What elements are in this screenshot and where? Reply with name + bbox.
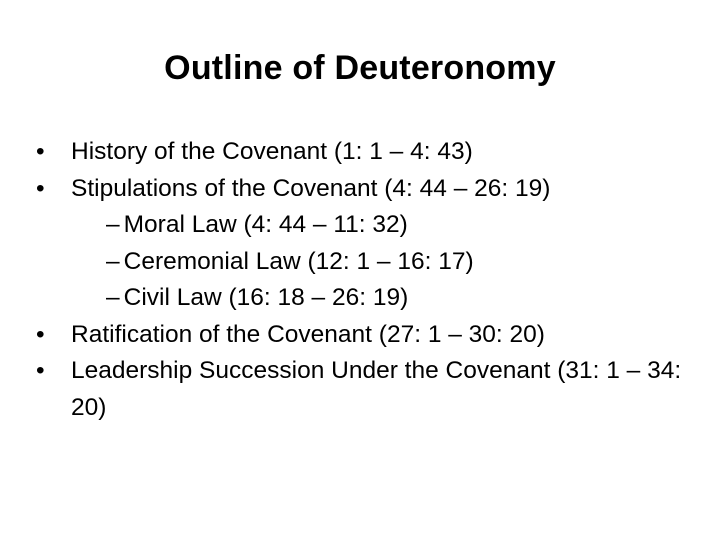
bullet-icon: • <box>36 357 45 384</box>
outline-item-stipulations <box>36 171 696 208</box>
outline-item-text: Leadership Succession Under the Covenant (31: 1 – 34: 20) <box>71 357 682 421</box>
outline-subitem-text: Civil Law (16: 18 – 26: 19) <box>123 284 409 311</box>
outline-item-ratification <box>36 317 696 354</box>
outline-item-text: Stipulations of the Covenant (4: 44 – 26: 19) <box>71 174 551 202</box>
dash-icon: – <box>106 284 120 311</box>
slide-title: Outline of Deuteronomy <box>164 49 556 87</box>
outline-list <box>36 134 696 426</box>
outline-subitem-text: Ceremonial Law (12: 1 – 16: 17) <box>123 247 474 275</box>
outline-subitem-text: Moral Law (4: 44 – 11: 32) <box>123 211 408 238</box>
dash-icon: – <box>106 247 120 275</box>
bullet-icon: • <box>36 138 45 165</box>
outline-subitem-moral-law <box>36 207 696 244</box>
outline-item-history <box>36 134 696 171</box>
outline-item-leadership <box>36 353 696 426</box>
bullet-icon: • <box>36 320 45 348</box>
outline-item-text: Ratification of the Covenant (27: 1 – 30: 20) <box>71 320 545 348</box>
outline-subitem-civil-law <box>36 280 696 317</box>
outline-subitem-ceremonial-law <box>36 244 696 281</box>
dash-icon: – <box>106 211 120 238</box>
bullet-icon: • <box>36 174 45 202</box>
outline-item-text: History of the Covenant (1: 1 – 4: 43) <box>71 138 473 165</box>
